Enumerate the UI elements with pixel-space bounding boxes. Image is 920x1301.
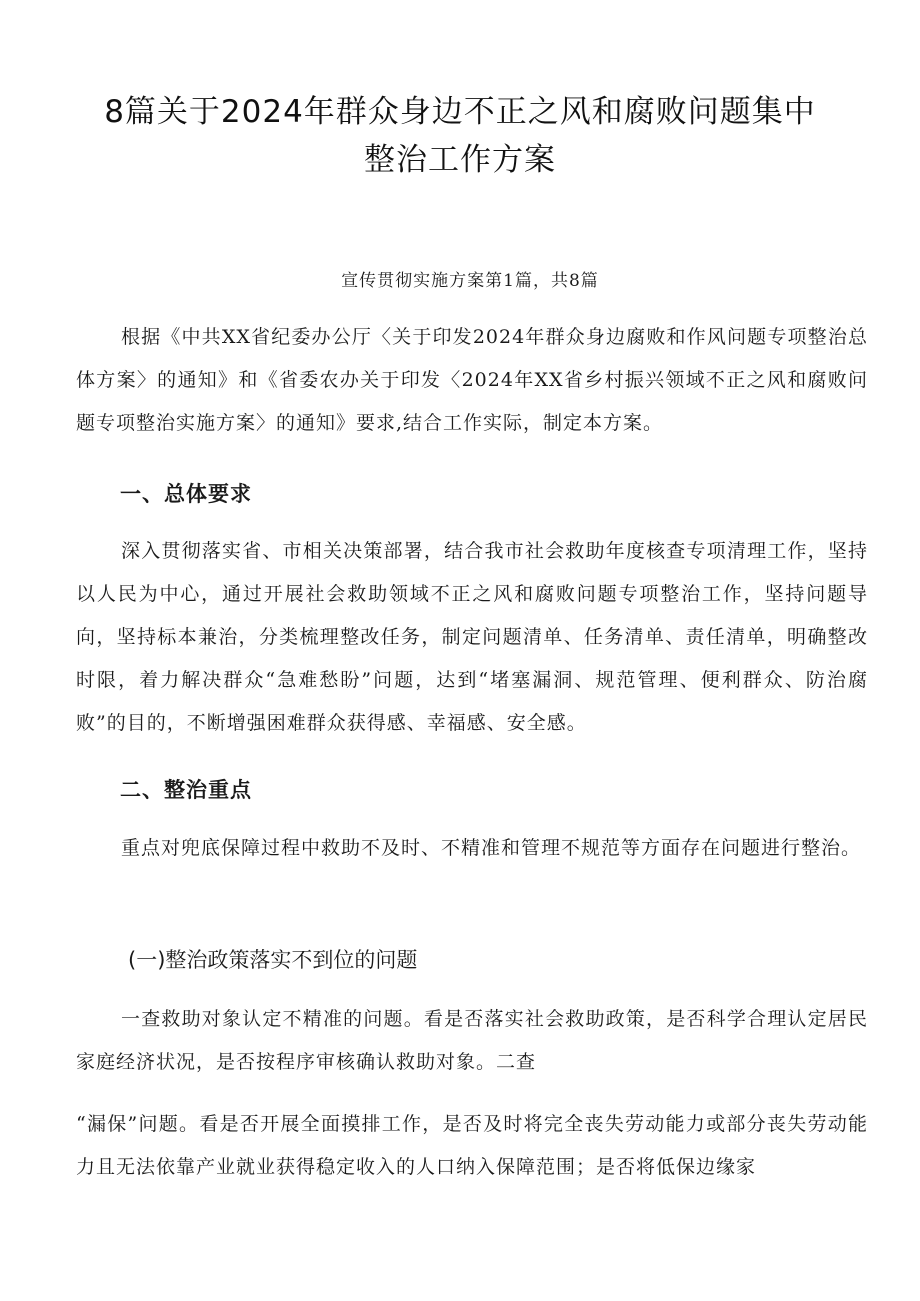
section-1-paragraph: 深入贯彻落实省、市相关决策部署，结合我市社会救助年度核查专项清理工作，坚持以人民为中心，通过开展社会救助领域不正之风和腐败问题专项整治工作，坚持问题导向，坚持标本兼治，分类梳理整改任务，制定问题清单、任务清单、责任清单，明确整改时限，着力解决群众“急难愁盼”问题，达到“堵塞漏洞、规范管理、便利群众、防治腐败”的目的，不断增强困难群众获得感、幸福感、安全感。 <box>76 540 868 734</box>
section-2-heading: 二、整治重点 <box>120 778 252 802</box>
section-2-paragraph: 重点对兜底保障过程中救助不及时、不精准和管理不规范等方面存在问题进行整治。 <box>121 837 862 859</box>
section-1-heading: 一、总体要求 <box>120 482 252 506</box>
subsection-1-paragraph-1: 一查救助对象认定不精准的问题。看是否落实社会救助政策，是否科学合理认定居民家庭经济状况，是否按程序审核确认救助对象。二查 <box>76 1008 868 1073</box>
intro-paragraph: 根据《中共XX省纪委办公厅〈关于印发2024年群众身边腐败和作风问题专项整治总体方案〉的通知》和《省委农办关于印发〈2024年XX省乡村振兴领域不正之风和腐败问题专项整治实施方案〉的通知》要求,结合工作实际，制定本方案。 <box>76 326 868 434</box>
document-subtitle: 宣传贯彻实施方案第1篇，共8篇 <box>341 271 599 291</box>
subsection-1-paragraph-2: “漏保”问题。看是否开展全面摸排工作，是否及时将完全丧失劳动能力或部分丧失劳动能力且无法依靠产业就业获得稳定收入的人口纳入保障范围；是否将低保边缘家 <box>76 1113 868 1178</box>
document-title <box>60 88 860 184</box>
title-line-2: 整治工作方案 <box>364 142 556 178</box>
title-line-1: 8篇关于2024年群众身边不正之风和腐败问题集中 <box>104 94 816 130</box>
subsection-1-heading: (一)整治政策落实不到位的问题 <box>128 948 418 972</box>
